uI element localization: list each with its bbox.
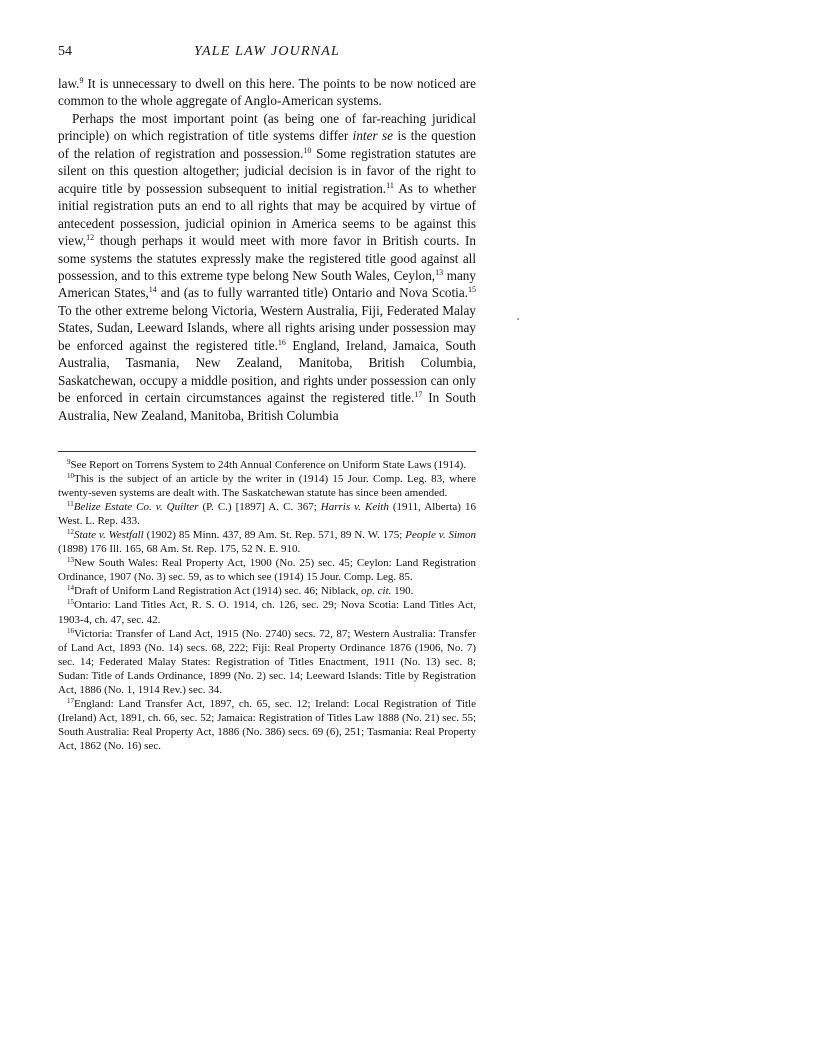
italic-text: inter se [352, 128, 394, 144]
text-run: though perhaps it would meet with more favor in British courts. In some systems the statutes expressly make the registered title good against all possession, and to this extreme type belong New South Wales, Ceylon, [58, 233, 476, 283]
footnote-ref: 15 [468, 285, 476, 295]
footnote-number: 16 [67, 626, 74, 635]
footnote-number: 9 [67, 458, 71, 466]
text-run: Ontario: Land Titles Act, R. S. O. 1914, ch. 126, sec. 29; Nova Scotia: Land Titles Act, 1903-4, ch. 47, sec. 42. [58, 599, 476, 626]
text-run: is the question of the relation of registration and possession. [58, 128, 476, 161]
footnote-number: 13 [67, 556, 74, 565]
text-run: Victoria: Transfer of Land Act, 1915 (No. 2740) secs. 72, 87; Western Australia: Transfer of Land Act, 1893 (No. 14) secs. 68, 222; Fiji: Real Property Ordinance 1876 (1906, No. 7) sec. 14; Federated Malay States: Registration of Titles Enactment, 1911 (No. 13) sec. 8; Sudan: Title of Lands Ordinance, 1899 (No. 2) sec. 14; Leeward Islands: Title by Registration Act, 1886 (No. 1, 1914 Rev.) sec. 34. [58, 627, 476, 696]
footnote-number: 14 [67, 584, 74, 593]
text-run: New South Wales: Real Property Act, 1900 (No. 25) sec. 45; Ceylon: Land Registration Ordinance, 1907 (No. 3) sec. 59, as to which see (1914) 15 Jour. Comp. Leg. 85. [58, 557, 476, 584]
footnote-separator [58, 451, 476, 452]
text-run: Perhaps the most important point (as being one of far-reaching juridical principle) on which registration of title systems differ [58, 110, 476, 144]
text-run: (P. C.) [1897] A. C. 367; [198, 501, 321, 514]
footnote-ref: 16 [277, 337, 286, 347]
footnote-ref: 14 [148, 285, 157, 295]
text-run: and (as to fully warranted title) Ontario and Nova Scotia. [156, 285, 468, 301]
footnote-9 [58, 458, 476, 472]
footnote-13 [58, 556, 476, 584]
footnote-16 [58, 627, 476, 697]
footnote-ref: 13 [435, 267, 444, 277]
text-run: (1911, Alberta) 16 West. L. Rep. 433. [58, 501, 476, 528]
footnote-number: 11 [67, 500, 74, 509]
footnote-11 [58, 500, 476, 528]
page-number: 54 [58, 44, 72, 59]
footnote-number: 10 [67, 472, 74, 481]
footnote-ref: 9 [79, 76, 84, 85]
text-run: (1898) 176 Ill. 165, 68 Am. St. Rep. 175, 52 N. E. 910. [58, 543, 301, 556]
text-run: England, Ireland, Jamaica, South Australia, Tasmania, New Zealand, Manitoba, British Columbia, Saskatchewan, occupy a middle position, and rights under possession can only be enforced in certain circumstances against the registered title. [58, 337, 476, 406]
text-run: See Report on Torrens System to 24th Annual Conference on Uniform State Laws (1914). [70, 459, 467, 471]
italic-text: Harris v. Keith [320, 501, 389, 514]
italic-text: Belize Estate Co. v. Quilter [73, 501, 199, 514]
footnote-ref: 17 [414, 390, 423, 400]
footnote-ref: 12 [86, 233, 95, 243]
journal-title: YALE LAW JOURNAL [193, 44, 341, 59]
footnotes [58, 458, 476, 753]
body-text [58, 75, 476, 424]
footnote-10 [58, 472, 476, 500]
footnote-14 [58, 584, 476, 598]
paragraph-1 [58, 75, 476, 110]
footnote-number: 15 [67, 598, 74, 607]
footnote-17 [58, 697, 476, 753]
text-run: Some registration statutes are silent on this question altogether; judicial decision is in favor of the right to acquire title by possession subsequent to initial registration. [58, 145, 476, 196]
text-run: As to whether initial registration puts an end to all rights that may be acquired by virtue of antecedent possession, judicial opinion in America seems to be against this view, [58, 180, 476, 249]
italic-text: State v. Westfall [74, 529, 144, 542]
footnote-ref: 11 [386, 180, 394, 190]
footnote-ref: 10 [303, 145, 312, 155]
stray-mark [517, 318, 519, 320]
italic-text: op. cit. [361, 585, 392, 598]
running-header [58, 44, 476, 64]
footnote-number: 17 [67, 696, 74, 705]
footnote-15 [58, 598, 476, 626]
text-run: This is the subject of an article by the writer in (1914) 15 Jour. Comp. Leg. 83, where twenty-seven systems are dealt with. The Saskatchewan statute has since been amended. [58, 473, 476, 500]
text-run: law. [58, 76, 80, 91]
italic-text: People v. Simon [405, 529, 476, 542]
paragraph-2 [58, 110, 476, 424]
text-run: (1902) 85 Minn. 437, 89 Am. St. Rep. 571, 89 N. W. 175; [143, 529, 406, 542]
text-run: England: Land Transfer Act, 1897, ch. 65, sec. 12; Ireland: Local Registration of Title (Ireland) Act, 1891, ch. 66, sec. 52; Jamaica: Registration of Titles Law 1888 (No. 21) sec. 55; South Australia: Real Property Act, 1886 (No. 386) secs. 69 (6), 251; Tasmania: Real Property Act, 1862 (No. 16) sec. [58, 697, 476, 752]
text-run: It is unnecessary to dwell on this here. The points to be now noticed are common to the whole aggregate of Anglo-American systems. [58, 76, 476, 109]
text-run: To the other extreme belong Victoria, Western Australia, Fiji, Federated Malay States, Sudan, Leeward Islands, where all rights arising under possession may be enforced against the registered title. [58, 302, 476, 353]
text-run: In South Australia, New Zealand, Manitoba, British Columbia [58, 390, 476, 423]
text-run: Draft of Uniform Land Registration Act (1914) sec. 46; Niblack, [74, 585, 362, 598]
text-run: 190. [391, 585, 414, 598]
text-run: many American States, [58, 267, 476, 301]
footnote-number: 12 [67, 528, 74, 537]
footnote-12 [58, 528, 476, 556]
